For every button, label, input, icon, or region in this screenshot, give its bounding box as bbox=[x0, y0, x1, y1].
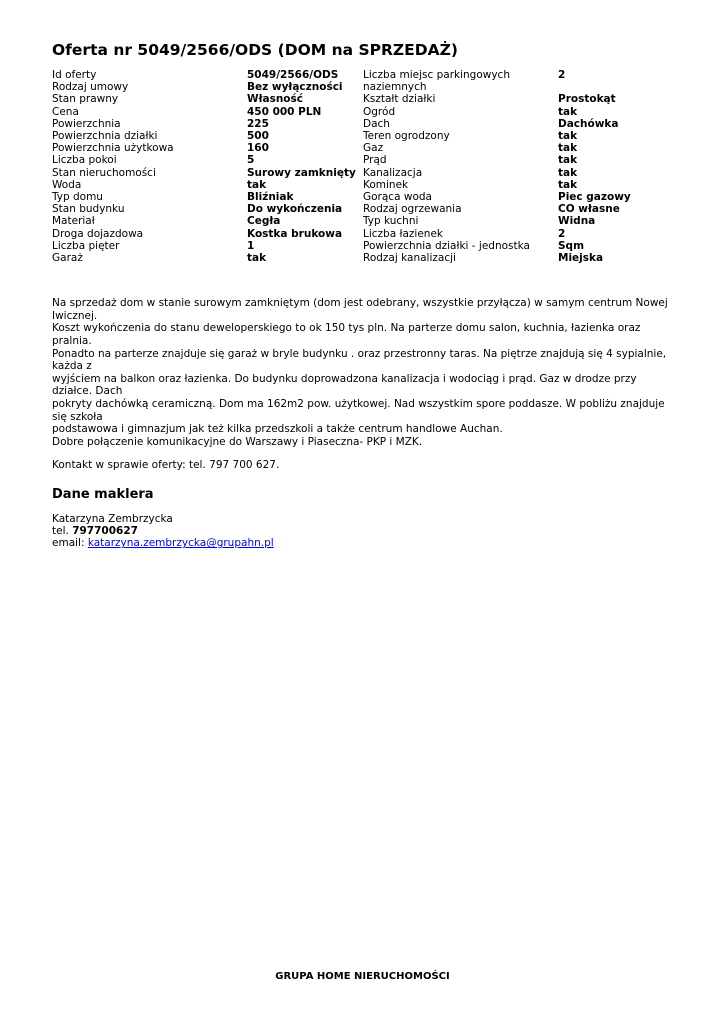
property-label: Gaz bbox=[363, 142, 384, 155]
property-value: 2 bbox=[558, 227, 566, 240]
offer-title: Oferta nr 5049/2566/ODS (DOM na SPRZEDAŻ) bbox=[52, 41, 458, 59]
property-value: Cegła bbox=[247, 215, 281, 228]
property-label: Typ domu bbox=[52, 191, 103, 204]
agent-heading: Dane maklera bbox=[52, 486, 154, 502]
properties-table bbox=[52, 69, 677, 264]
agent-phone: 797700627 bbox=[72, 525, 138, 538]
property-value: Piec gazowy bbox=[558, 191, 631, 204]
agent-phone-line bbox=[52, 525, 677, 537]
description-line: pokryty dachówką ceramiczną. Dom ma 162m2 pow. użytkowej. Nad wszystkim spore poddasze. W pobliżu znajduje się szkoła bbox=[52, 398, 665, 423]
property-value: 225 bbox=[247, 117, 269, 130]
property-label: Stan nieruchomości bbox=[52, 166, 156, 179]
property-label: Powierzchnia bbox=[52, 117, 121, 130]
property-value: Sqm bbox=[558, 239, 585, 252]
property-value: 5049/2566/ODS bbox=[247, 69, 339, 81]
agent-phone-label: tel. bbox=[52, 525, 69, 538]
description-line: Na sprzedaż dom w stanie surowym zamkniętym (dom jest odebrany, wszystkie przyłącza) w samym centrum Nowej Iwicznej. bbox=[52, 297, 668, 322]
property-label: Cena bbox=[52, 105, 79, 118]
property-label: Rodzaj umowy bbox=[52, 81, 129, 94]
properties-left-column bbox=[52, 69, 363, 264]
property-value: tak bbox=[558, 166, 578, 179]
property-label: Dach bbox=[363, 117, 390, 130]
property-label: Stan budynku bbox=[52, 203, 125, 216]
property-value: Bez wyłączności bbox=[247, 81, 343, 94]
property-value: CO własne bbox=[558, 203, 620, 216]
property-label: Prąd bbox=[363, 154, 387, 167]
offer-description bbox=[52, 297, 677, 448]
property-label: Ogród bbox=[363, 105, 396, 118]
property-value: Miejska bbox=[558, 252, 604, 265]
property-value bbox=[558, 81, 648, 93]
property-value: 5 bbox=[247, 154, 255, 167]
property-label: Liczba miejsc parkingowych bbox=[363, 69, 510, 81]
property-value: tak bbox=[558, 178, 578, 191]
agent-name: Katarzyna Zembrzycka bbox=[52, 512, 173, 525]
agent-details bbox=[52, 513, 677, 550]
property-label: Id oferty bbox=[52, 69, 97, 81]
property-label: Kanalizacja bbox=[363, 166, 423, 179]
property-label: Typ kuchni bbox=[363, 215, 419, 228]
property-value: 1 bbox=[247, 239, 255, 252]
property-value: Prostokąt bbox=[558, 93, 616, 106]
property-value: 450 000 PLN bbox=[247, 105, 322, 118]
property-value: Surowy zamknięty bbox=[247, 166, 356, 179]
property-label: Kominek bbox=[363, 178, 409, 191]
contact-text: Kontakt w sprawie oferty: tel. 797 700 627. bbox=[52, 459, 280, 472]
property-value: tak bbox=[558, 154, 578, 167]
property-value: Własność bbox=[247, 93, 303, 106]
property-value: tak bbox=[247, 178, 267, 191]
description-line: Ponadto na parterze znajduje się garaż w bryle budynku . oraz przestronny taras. Na piętrze znajdują się 4 sypialnie, każda z bbox=[52, 347, 667, 373]
property-value: tak bbox=[247, 252, 267, 265]
property-label: Stan prawny bbox=[52, 93, 119, 106]
property-label: Gorąca woda bbox=[363, 191, 432, 204]
property-value: 160 bbox=[247, 142, 269, 155]
property-label: Powierzchnia działki bbox=[52, 130, 158, 143]
property-label: Powierzchnia działki - jednostka bbox=[363, 239, 530, 252]
property-value: Bliźniak bbox=[247, 191, 294, 204]
footer-company: GRUPA HOME NIERUCHOMOŚCI bbox=[275, 971, 450, 982]
property-label: Materiał bbox=[52, 215, 95, 228]
property-value: Kostka brukowa bbox=[247, 227, 343, 240]
property-label: Woda bbox=[52, 178, 82, 191]
property-label: Teren ogrodzony bbox=[363, 130, 450, 143]
property-label: Liczba pięter bbox=[52, 239, 120, 252]
agent-email-line bbox=[52, 537, 677, 549]
property-label: Liczba pokoi bbox=[52, 154, 117, 167]
description-line: podstawowa i gimnazjum jak też kilka przedszkoli a także centrum handlowe Auchan. bbox=[52, 423, 503, 436]
property-label: Rodzaj kanalizacji bbox=[363, 252, 456, 265]
property-label: Kształt działki bbox=[363, 93, 436, 106]
properties-right-column bbox=[363, 69, 648, 264]
property-label: Powierzchnia użytkowa bbox=[52, 142, 174, 155]
description-line: Koszt wykończenia do stanu deweloperskiego to ok 150 tys pln. Na parterze domu salon, kuchnia, łazienka oraz pralnia. bbox=[52, 322, 641, 348]
property-label: naziemnych bbox=[363, 81, 427, 94]
property-value: tak bbox=[558, 130, 578, 143]
description-line: wyjściem na balkon oraz łazienka. Do budynku doprowadzona kanalizacja i wodociąg i prąd. Gaz w drodze przy działce. Dach bbox=[52, 372, 637, 398]
agent-email-label: email: bbox=[52, 537, 85, 550]
agent-email-link[interactable]: katarzyna.zembrzycka@grupahn.pl bbox=[87, 537, 274, 550]
property-value: Do wykończenia bbox=[247, 203, 343, 216]
property-value: 2 bbox=[558, 69, 566, 81]
property-value: Dachówka bbox=[558, 117, 619, 130]
property-value: tak bbox=[558, 105, 578, 118]
property-label: Liczba łazienek bbox=[363, 227, 443, 240]
property-label: Rodzaj ogrzewania bbox=[363, 203, 462, 216]
property-value: tak bbox=[558, 142, 578, 155]
property-label: Droga dojazdowa bbox=[52, 227, 144, 240]
property-label: Garaż bbox=[52, 252, 83, 265]
property-value: 500 bbox=[247, 130, 269, 143]
description-line: Dobre połączenie komunikacyjne do Warszawy i Piaseczna- PKP i MZK. bbox=[52, 435, 423, 448]
property-value: Widna bbox=[558, 215, 596, 228]
offer-document bbox=[52, 40, 677, 550]
